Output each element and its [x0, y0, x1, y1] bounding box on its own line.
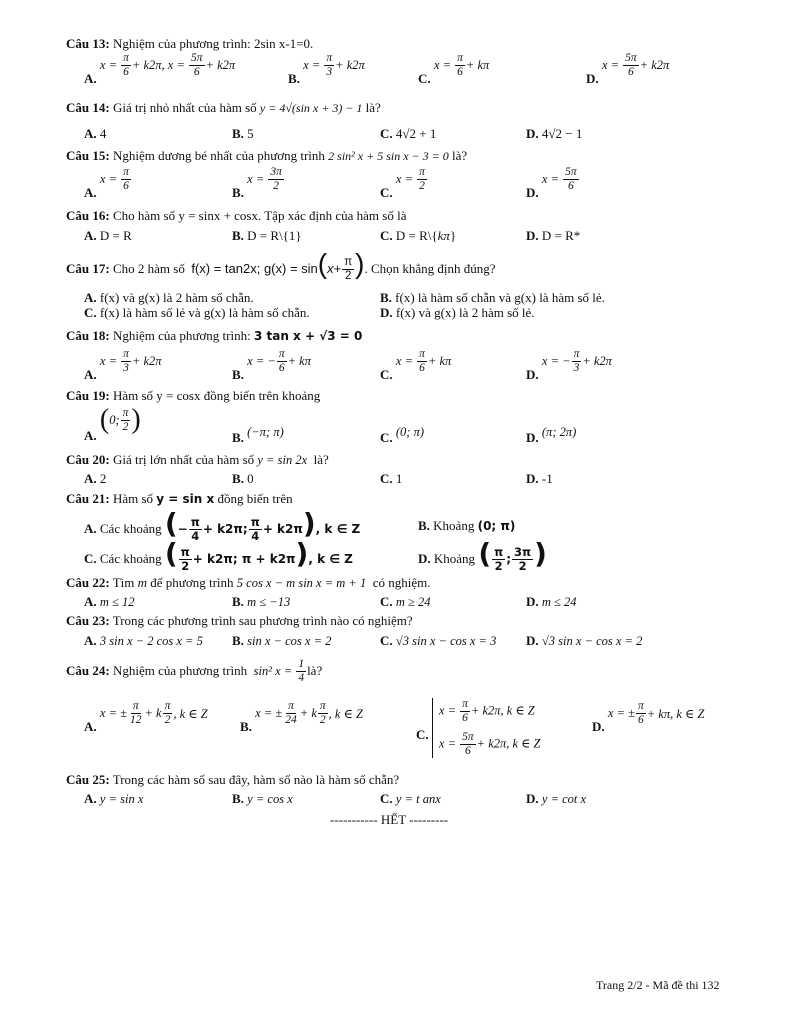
- page-footer: Trang 2/2 - Mã đề thi 132: [596, 978, 720, 992]
- question-13: [66, 36, 313, 52]
- q14-option-d: D. 4√2 − 1: [526, 126, 583, 141]
- question-21: Câu 21: Hàm số y = sin x đồng biến trên: [66, 491, 293, 506]
- q18-option-b: B. x = − $\frac{\pi}{6}$ + kπ: [232, 348, 311, 382]
- q23-option-d: D. √3 sin x − cos x = 2: [526, 633, 643, 648]
- q15-option-b: B. x = $\frac{3\pi}{2}$: [232, 166, 282, 200]
- q21-option-c: C. Các khoảng ( $\frac{\pi}{2}$ + k2π; π + k2π), k ∈ Z: [84, 537, 353, 573]
- q14-option-a: A. 4: [84, 126, 107, 141]
- q14-option-b: B. 5: [232, 126, 254, 141]
- q18-option-a: A. x = $\frac{\pi}{3}$ + k2π: [84, 348, 162, 382]
- q17-option-b: B. f(x) là hàm số chẵn và g(x) là hàm số lẻ.: [380, 290, 605, 305]
- q13-option-b: B. x = $\frac{\pi}{3}$ + k2π: [288, 52, 365, 86]
- q19-option-d: D. (π; 2π): [526, 425, 577, 445]
- formula: 3 tan x + √3 = 0: [253, 329, 363, 343]
- q19-option-c: C. (0; π): [380, 425, 425, 445]
- q16-option-a: A. D = R: [84, 228, 132, 243]
- q22-option-b: B. m ≤ −13: [232, 594, 291, 609]
- question-19: Câu 19: Hàm số y = cosx đồng biến trên khoảng: [66, 388, 321, 403]
- formula: 2 sin² x + 5 sin x − 3 = 0: [328, 149, 449, 163]
- question-16: Câu 16: Cho hàm số y = sinx + cosx. Tập xác định của hàm số là: [66, 208, 407, 223]
- q20-option-b: B. 0: [232, 471, 254, 486]
- q16-option-d: D. D = R*: [526, 228, 581, 243]
- q14-option-c: C. 4√2 + 1: [380, 126, 437, 141]
- q25-option-c: C. y = t anx: [380, 791, 441, 806]
- q19-option-b: B. (−π; π): [232, 425, 284, 445]
- q21-option-d: D. Khoảng ( $\frac{\pi}{2}$ ; $\frac{3\pi}{2}$ ): [418, 537, 547, 573]
- question-24: Câu 24: Nghiệm của phương trình sin² x = $\frac{1}{4}$ là?: [66, 658, 323, 684]
- formula: f(x) = tan2x; g(x) = sin: [191, 261, 318, 276]
- q22-option-c: C. m ≥ 24: [380, 594, 431, 609]
- q17-option-d: D. f(x) và g(x) là 2 hàm số lẻ.: [380, 305, 535, 320]
- q23-option-a: A. 3 sin x − 2 cos x = 5: [84, 633, 203, 648]
- question-22: Câu 22: Tìm m để phương trình 5 cos x − m sin x = m + 1 có nghiệm.: [66, 575, 431, 590]
- q15-option-a: A. x = $\frac{\pi}{6}$: [84, 166, 129, 200]
- q25-option-a: A. y = sin x: [84, 791, 144, 806]
- end-marker: ----------- HẾT ---------: [330, 812, 449, 827]
- q20-option-c: C. 1: [380, 471, 403, 486]
- q17-option-a: A. f(x) và g(x) là 2 hàm số chẵn.: [84, 290, 254, 305]
- q15-option-d: D. x = $\frac{5\pi}{6}$: [526, 166, 577, 200]
- question-25: Câu 25: Trong các hàm số sau đây, hàm số nào là hàm số chẵn?: [66, 772, 400, 787]
- formula: y = sin x: [156, 492, 215, 506]
- q18-option-c: C. x = $\frac{\pi}{6}$ + kπ: [380, 348, 452, 382]
- formula: y = 4√(sin x + 3) − 1: [259, 101, 363, 115]
- question-number: Câu 13:: [66, 36, 110, 51]
- q24-option-d: D. x = ± $\frac{\pi}{6}$ + kπ, k ∈ Z: [592, 700, 705, 734]
- q24-option-a: A. x = ± $\frac{\pi}{12}$ + k $\frac{\pi}{2}$ , k ∈ Z: [84, 700, 208, 734]
- q24-option-b: B. x = ± $\frac{\pi}{24}$ + k $\frac{\pi}{2}$ , k ∈ Z: [240, 700, 363, 734]
- q20-option-d: D. -1: [526, 471, 553, 486]
- q23-option-b: B. sin x − cos x = 2: [232, 633, 332, 648]
- q17-option-c: C. f(x) là hàm số lẻ và g(x) là hàm số chẵn.: [84, 305, 310, 320]
- q15-option-c: C. x = $\frac{\pi}{2}$: [380, 166, 425, 200]
- q13-option-a: A. x = $\frac{\pi}{6}$ + k2π, x = $\frac{5\pi}{6}$ + k2π: [84, 52, 236, 86]
- question-23: Câu 23: Trong các phương trình sau phương trình nào có nghiệm?: [66, 613, 413, 628]
- q24-option-c: C. x = $\frac{\pi}{6}$ + k2π, k ∈ Z x = $\frac{5\pi}{6}$ + k2π, k ∈ Z: [416, 698, 541, 757]
- q21-option-a: A. Các khoảng (− $\frac{\pi}{4}$ + k2π; $\frac{\pi}{4}$ + k2π), k ∈ Z: [84, 507, 361, 543]
- q19-option-a: A. ( 0; $\frac{\pi}{2}$ ): [84, 404, 141, 443]
- q25-option-b: B. y = cos x: [232, 791, 293, 806]
- q20-option-a: A. 2: [84, 471, 107, 486]
- question-15: Câu 15: Nghiệm dương bé nhất của phương trình 2 sin² x + 5 sin x − 3 = 0 là?: [66, 148, 468, 163]
- formula: 5 cos x − m sin x = m + 1: [236, 576, 367, 590]
- q22-option-d: D. m ≤ 24: [526, 594, 577, 609]
- question-text: Nghiệm của phương trình: 2sin x-1=0.: [112, 36, 314, 51]
- question-20: Câu 20: Giá trị lớn nhất của hàm số y = sin 2x là?: [66, 452, 329, 467]
- formula: y = sin 2x: [257, 453, 308, 467]
- q16-option-b: B. D = R\{1}: [232, 228, 302, 243]
- question-14: Câu 14: Giá trị nhỏ nhất của hàm số y = 4√(sin x + 3) − 1 là?: [66, 100, 381, 115]
- q16-option-c: C. D = R\{kπ}: [380, 228, 457, 243]
- q18-option-d: D. x = − $\frac{\pi}{3}$ + k2π: [526, 348, 612, 382]
- q13-option-d: D. x = $\frac{5\pi}{6}$ + k2π: [586, 52, 670, 86]
- q13-option-c: C. x = $\frac{\pi}{6}$ + kπ: [418, 52, 490, 86]
- question-17: Câu 17: Cho 2 hàm số f(x) = tan2x; g(x) = sin(x+ $\frac{\pi}{2}$ ). Chọn khẳng định đúng?: [66, 248, 496, 283]
- q22-option-a: A. m ≤ 12: [84, 594, 135, 609]
- q21-option-b: B. Khoảng (0; π): [418, 518, 516, 533]
- q23-option-c: C. √3 sin x − cos x = 3: [380, 633, 497, 648]
- q25-option-d: D. y = cot x: [526, 791, 587, 806]
- question-18: Câu 18: Nghiệm của phương trình: 3 tan x + √3 = 0: [66, 328, 363, 343]
